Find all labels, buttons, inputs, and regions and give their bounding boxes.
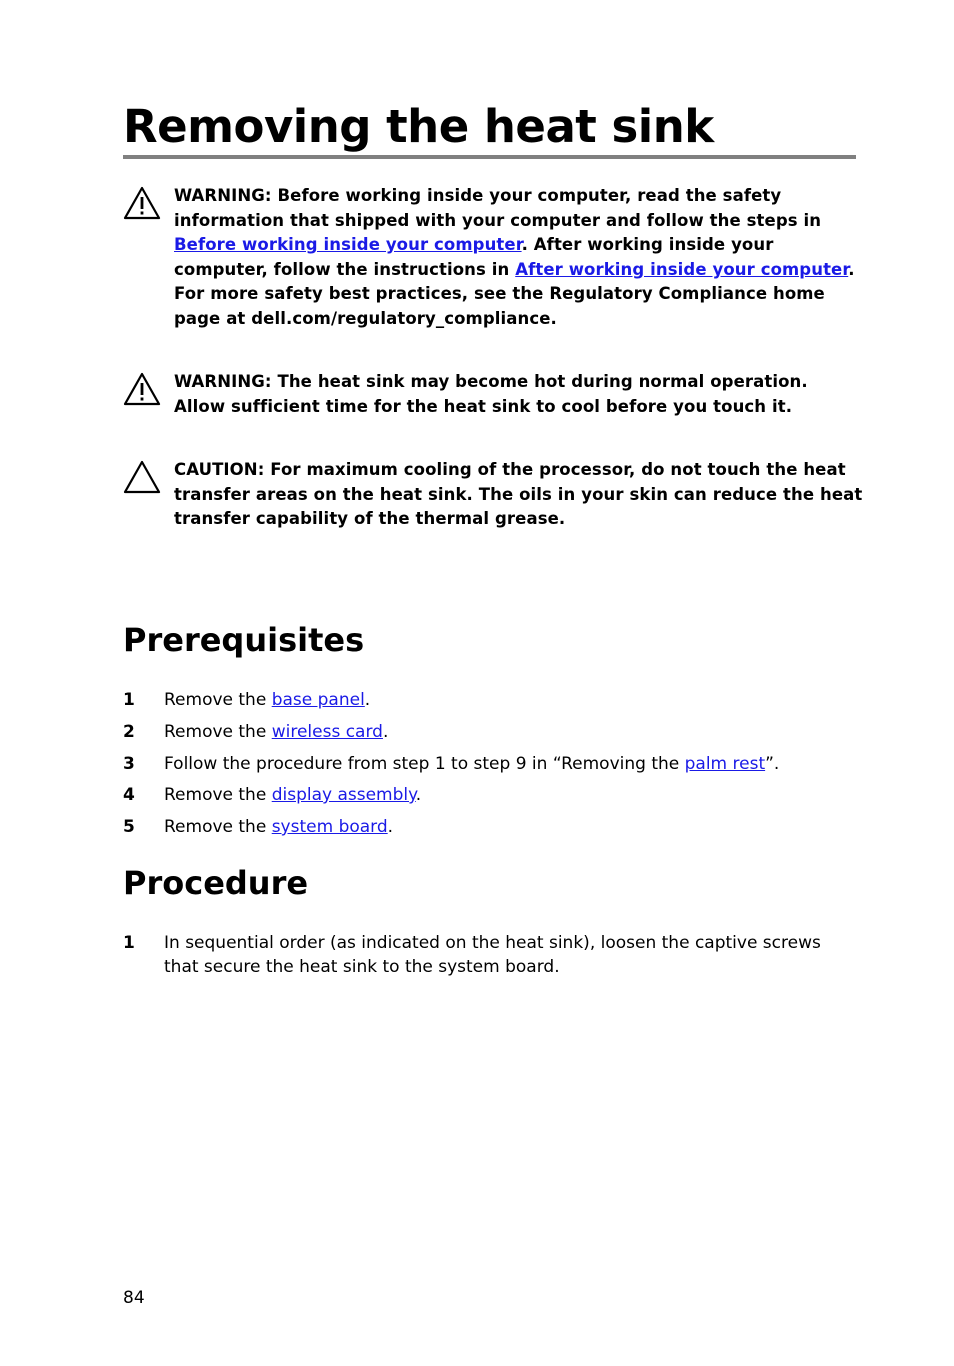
page-title: Removing the heat sink (123, 100, 714, 153)
base-panel-link[interactable]: base panel (271, 690, 365, 710)
prerequisites-heading: Prerequisites (123, 621, 365, 659)
caution-triangle-icon (123, 460, 161, 494)
procedure-heading: Procedure (123, 864, 309, 902)
step-number: 3 (123, 754, 135, 774)
warning-triangle-icon (123, 372, 161, 406)
warning-triangle-icon (123, 186, 161, 220)
document-page: Removing the heat sink WARNING: Before working inside your computer, read the safety information that shipped with your computer and follow the steps in Before working inside your computer. After working inside your computer, follow the instructions in After working inside your computer. For more safety best practices, see the Regulatory Compliance home page at dell.com/regulatory_compliance. WARNING: The heat sink may become hot during normal operation. Allow sufficient time for the heat sink to cool before you touch it. CAUTION: For maximum cooling of the processor, do not touch the heat transfer areas on the heat sink. The oils in your skin can reduce the heat transfer capability of the thermal grease. Prerequisites 1 Remove the base panel. 2 Remove the wireless card. 3 Follow the procedure from step 1 to step 9 in “Removing the palm rest”. 4 Remove the display assembly. 5 Remove the system board. Procedure 1 In sequential order (as indicated on the heat sink), loosen the captive screws that secure the heat sink to the system board. 84 (0, 0, 954, 1366)
page-number: 84 (123, 1288, 145, 1308)
step-number: 1 (123, 690, 135, 710)
palm-rest-link[interactable]: palm rest (684, 754, 766, 774)
after-working-link[interactable]: After working inside your computer (515, 259, 849, 279)
step-number: 4 (123, 785, 135, 805)
wireless-card-link[interactable]: wireless card (271, 722, 383, 742)
step-text: In sequential order (as indicated on the heat sink), loosen the captive screws that secure the heat sink to the system board. (164, 933, 821, 977)
display-assembly-link[interactable]: display assembly (271, 785, 416, 805)
step-number: 1 (123, 933, 135, 953)
caution-text: CAUTION: For maximum cooling of the processor, do not touch the heat transfer areas on the heat sink. The oils in your skin can reduce the heat transfer capability of the thermal grease. (174, 460, 863, 529)
system-board-link[interactable]: system board (271, 817, 388, 837)
warning-text: WARNING: The heat sink may become hot during normal operation. Allow sufficient time for the heat sink to cool before you touch it. (174, 372, 808, 416)
before-working-link[interactable]: Before working inside your computer (174, 235, 522, 255)
warning-text: WARNING: Before working inside your computer, read the safety information that shipped with your computer and follow the steps in Before working inside your computer. After working inside your computer, follow the instructions in After working inside your computer. For more safety best practices, see the Regulatory Compliance home page at dell.com/regulatory_compliance. (174, 186, 855, 328)
step-number: 2 (123, 722, 135, 742)
title-divider (123, 155, 856, 159)
step-number: 5 (123, 817, 135, 837)
